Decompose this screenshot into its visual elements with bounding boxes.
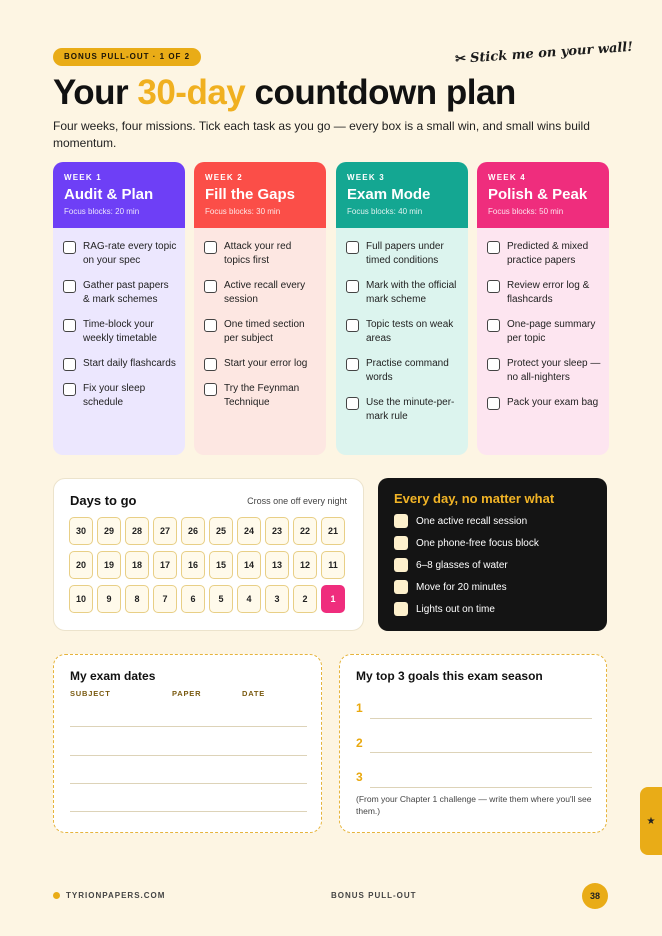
star-icon: ★ xyxy=(646,815,656,827)
task-text: One timed section per subject xyxy=(224,319,305,344)
habit-item[interactable] xyxy=(394,532,539,554)
week-name: Fill the Gaps xyxy=(205,186,296,203)
task-text: Mark with the official mark scheme xyxy=(366,280,457,305)
week-label: WEEK 1 xyxy=(64,173,102,182)
habit-item[interactable] xyxy=(394,554,539,576)
checkbox[interactable] xyxy=(394,580,408,594)
checkbox[interactable] xyxy=(394,536,408,550)
days-to-go-note: Cross one off every night xyxy=(247,496,347,506)
star-tab[interactable] xyxy=(640,787,662,855)
task-item[interactable] xyxy=(204,240,318,268)
day-box[interactable]: 14 xyxy=(237,551,261,579)
every-day-card xyxy=(378,478,607,631)
checkbox[interactable] xyxy=(63,383,76,396)
exam-dates-card xyxy=(53,654,322,833)
checkbox[interactable] xyxy=(487,241,500,254)
day-box[interactable]: 7 xyxy=(153,585,177,613)
task-text: Start your error log xyxy=(224,358,308,369)
week-name: Exam Mode xyxy=(347,186,431,203)
day-box[interactable]: 20 xyxy=(69,551,93,579)
task-text: Attack your red topics first xyxy=(224,241,292,266)
task-item[interactable] xyxy=(63,279,177,307)
day-box[interactable]: 25 xyxy=(209,517,233,545)
week-header xyxy=(53,162,185,228)
task-text: Start daily flashcards xyxy=(83,358,176,369)
habit-text: One active recall session xyxy=(416,515,528,527)
day-box[interactable]: 19 xyxy=(97,551,121,579)
task-text: Topic tests on weak areas xyxy=(366,319,454,344)
write-line[interactable] xyxy=(70,726,307,727)
stick-note xyxy=(455,40,634,67)
goals-note: (From your Chapter 1 challenge — write them where you'll see them.) xyxy=(356,794,592,816)
days-to-go-card xyxy=(53,478,364,631)
goal-line[interactable] xyxy=(370,787,592,788)
column-subject: SUBJECT xyxy=(70,689,111,698)
checkbox[interactable] xyxy=(63,319,76,332)
checkbox[interactable] xyxy=(204,383,217,396)
habit-text: 6–8 glasses of water xyxy=(416,559,508,571)
week-header xyxy=(477,162,609,228)
goals-card xyxy=(339,654,607,833)
task-list xyxy=(194,228,326,410)
task-text: Practise command words xyxy=(366,358,449,383)
day-box[interactable]: 26 xyxy=(181,517,205,545)
dot-icon xyxy=(53,892,60,899)
every-day-list xyxy=(394,510,539,620)
checkbox[interactable] xyxy=(487,358,500,371)
task-text: Full papers under timed conditions xyxy=(366,241,444,266)
task-item[interactable] xyxy=(63,382,177,410)
week-label: WEEK 3 xyxy=(347,173,385,182)
day-box[interactable]: 2 xyxy=(293,585,317,613)
week-focus: Focus blocks: 30 min xyxy=(205,207,281,216)
goal-number: 3 xyxy=(356,770,363,784)
day-grid xyxy=(69,517,345,613)
week-focus: Focus blocks: 40 min xyxy=(347,207,423,216)
task-item[interactable] xyxy=(487,357,601,385)
week-name: Audit & Plan xyxy=(64,186,154,203)
task-item[interactable] xyxy=(63,318,177,346)
intro-text: Four weeks, four missions. Tick each task as you go — every box is a small win, and small wins build momentum. xyxy=(53,119,590,150)
checkbox[interactable] xyxy=(394,558,408,572)
week-focus: Focus blocks: 50 min xyxy=(488,207,564,216)
week-header xyxy=(194,162,326,228)
week-card-4 xyxy=(477,162,609,455)
task-item[interactable] xyxy=(63,240,177,268)
day-box[interactable]: 15 xyxy=(209,551,233,579)
day-box[interactable]: 22 xyxy=(293,517,317,545)
task-text: Pack your exam bag xyxy=(507,397,599,408)
checkbox[interactable] xyxy=(63,358,76,371)
task-item[interactable] xyxy=(346,357,460,385)
habit-text: Lights out on time xyxy=(416,603,495,615)
footer-site xyxy=(53,891,165,900)
day-box[interactable]: 3 xyxy=(265,585,289,613)
habit-text: One phone-free focus block xyxy=(416,537,539,549)
week-header xyxy=(336,162,468,228)
checkbox[interactable] xyxy=(487,397,500,410)
habit-item[interactable] xyxy=(394,576,539,598)
week-card-3 xyxy=(336,162,468,455)
day-box[interactable]: 29 xyxy=(97,517,121,545)
write-line[interactable] xyxy=(70,811,307,812)
task-item[interactable] xyxy=(487,318,601,346)
stick-note-text: Stick me on your wall! xyxy=(469,39,634,67)
task-text: Gather past papers & mark schemes xyxy=(83,280,169,305)
checkbox[interactable] xyxy=(204,319,217,332)
week-label: WEEK 2 xyxy=(205,173,243,182)
habit-text: Move for 20 minutes xyxy=(416,581,507,593)
checkbox[interactable] xyxy=(204,280,217,293)
day-box[interactable]: 28 xyxy=(125,517,149,545)
goal-number: 2 xyxy=(356,736,363,750)
task-list xyxy=(336,228,468,424)
every-day-title: Every day, no matter what xyxy=(394,491,555,506)
week-card-1 xyxy=(53,162,185,455)
task-text: Active recall every session xyxy=(224,280,306,305)
day-box[interactable]: 24 xyxy=(237,517,261,545)
day-box[interactable]: 1 xyxy=(321,585,345,613)
day-box[interactable]: 10 xyxy=(69,585,93,613)
day-box[interactable]: 30 xyxy=(69,517,93,545)
checkbox[interactable] xyxy=(204,358,217,371)
checkbox[interactable] xyxy=(346,241,359,254)
task-list xyxy=(53,228,185,410)
task-text: Fix your sleep schedule xyxy=(83,383,146,408)
task-item[interactable] xyxy=(204,382,318,410)
days-to-go-title: Days to go xyxy=(70,493,137,508)
checkbox[interactable] xyxy=(346,319,359,332)
task-item[interactable] xyxy=(346,240,460,268)
day-box[interactable]: 16 xyxy=(181,551,205,579)
goal-line[interactable] xyxy=(370,718,592,719)
checkbox[interactable] xyxy=(346,397,359,410)
task-text: Predicted & mixed practice papers xyxy=(507,241,589,266)
day-box[interactable]: 17 xyxy=(153,551,177,579)
habit-item[interactable] xyxy=(394,510,539,532)
title-highlight: 30-day xyxy=(137,73,246,112)
scissors-icon: ✂ xyxy=(454,51,467,68)
task-text: One-page summary per topic xyxy=(507,319,596,344)
checkbox[interactable] xyxy=(204,241,217,254)
task-item[interactable] xyxy=(487,240,601,268)
page-title xyxy=(53,73,516,113)
column-paper: PAPER xyxy=(172,689,202,698)
task-item[interactable] xyxy=(204,318,318,346)
day-box[interactable]: 8 xyxy=(125,585,149,613)
day-box[interactable]: 13 xyxy=(265,551,289,579)
task-item[interactable] xyxy=(63,357,177,371)
task-item[interactable] xyxy=(346,279,460,307)
task-item[interactable] xyxy=(204,279,318,307)
task-text: Review error log & flashcards xyxy=(507,280,590,305)
task-item[interactable] xyxy=(487,396,601,410)
checkbox[interactable] xyxy=(63,241,76,254)
checkbox[interactable] xyxy=(487,319,500,332)
goal-line[interactable] xyxy=(370,752,592,753)
day-box[interactable]: 21 xyxy=(321,517,345,545)
day-box[interactable]: 23 xyxy=(265,517,289,545)
task-item[interactable] xyxy=(346,318,460,346)
task-item[interactable] xyxy=(487,279,601,307)
goal-number: 1 xyxy=(356,701,363,715)
day-box[interactable]: 11 xyxy=(321,551,345,579)
footer-site-text: TYRIONPAPERS.COM xyxy=(66,891,166,900)
title-post: countdown plan xyxy=(245,73,516,112)
day-box[interactable]: 9 xyxy=(97,585,121,613)
task-text: Protect your sleep — no all-nighters xyxy=(507,358,601,383)
goals-title: My top 3 goals this exam season xyxy=(356,669,543,683)
day-box[interactable]: 18 xyxy=(125,551,149,579)
task-item[interactable] xyxy=(204,357,318,371)
checkbox[interactable] xyxy=(394,514,408,528)
page-number: 38 xyxy=(582,883,608,909)
write-line[interactable] xyxy=(70,783,307,784)
day-box[interactable]: 4 xyxy=(237,585,261,613)
week-card-2 xyxy=(194,162,326,455)
exam-dates-title: My exam dates xyxy=(70,669,156,683)
week-focus: Focus blocks: 20 min xyxy=(64,207,140,216)
task-item[interactable] xyxy=(346,396,460,424)
day-box[interactable]: 27 xyxy=(153,517,177,545)
bonus-badge: BONUS PULL-OUT · 1 OF 2 xyxy=(53,48,201,66)
task-text: Time-block your weekly timetable xyxy=(83,319,157,344)
day-box[interactable]: 12 xyxy=(293,551,317,579)
title-pre: Your xyxy=(53,73,138,112)
checkbox[interactable] xyxy=(346,280,359,293)
checkbox[interactable] xyxy=(394,602,408,616)
task-text: RAG-rate every topic on your spec xyxy=(83,241,177,266)
column-date: DATE xyxy=(242,689,266,698)
task-text: Try the Feynman Technique xyxy=(224,383,300,408)
week-name: Polish & Peak xyxy=(488,186,588,203)
footer-center: BONUS PULL-OUT xyxy=(331,891,417,900)
checkbox[interactable] xyxy=(63,280,76,293)
task-list xyxy=(477,228,609,410)
habit-item[interactable] xyxy=(394,598,539,620)
checkbox[interactable] xyxy=(346,358,359,371)
week-label: WEEK 4 xyxy=(488,173,526,182)
day-box[interactable]: 5 xyxy=(209,585,233,613)
checkbox[interactable] xyxy=(487,280,500,293)
task-text: Use the minute-per-mark rule xyxy=(366,397,455,422)
write-line[interactable] xyxy=(70,755,307,756)
day-box[interactable]: 6 xyxy=(181,585,205,613)
